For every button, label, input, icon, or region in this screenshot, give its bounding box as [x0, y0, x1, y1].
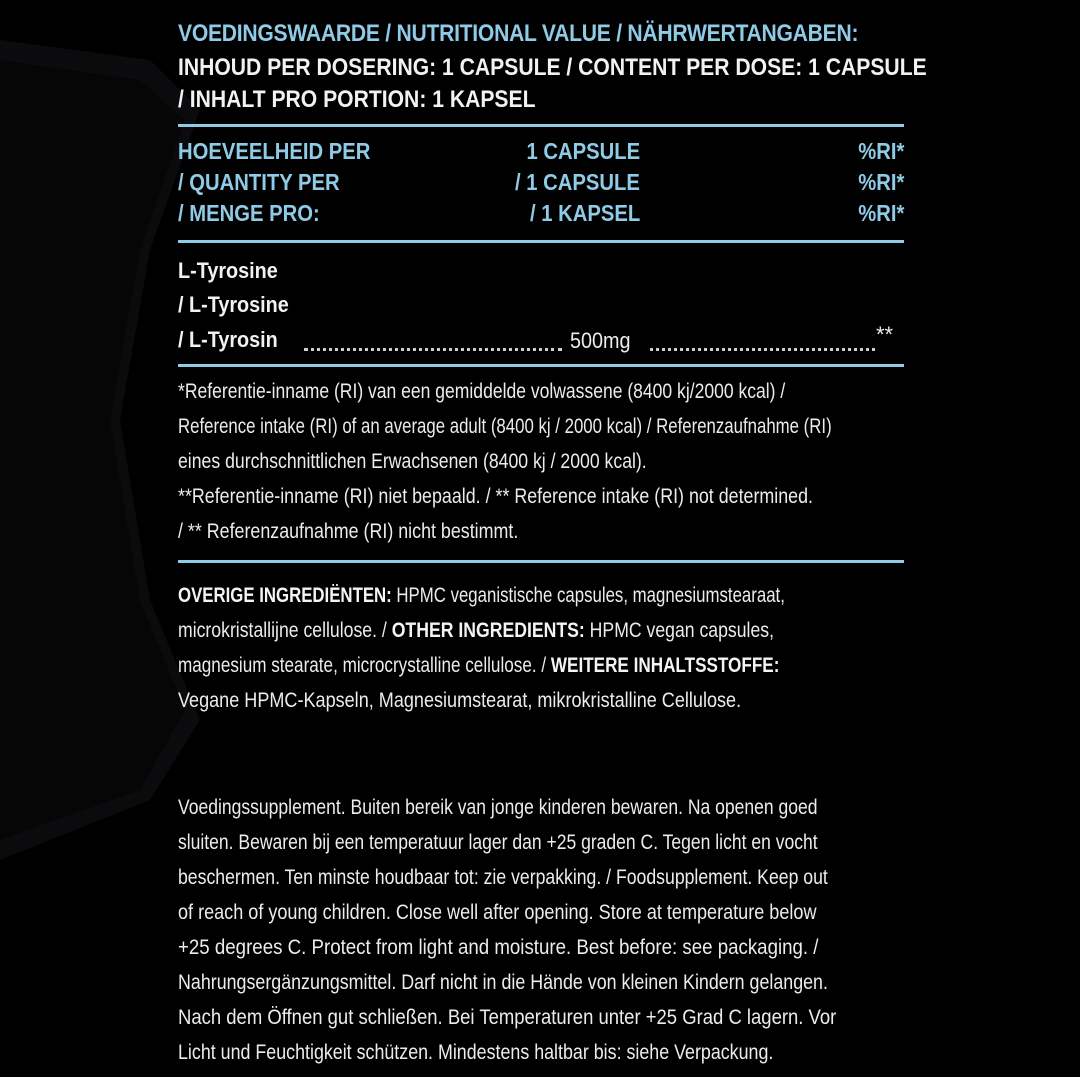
nutrition-title: VOEDINGSWAARDE / NUTRITIONAL VALUE / NÄHRWERTANGABEN: — [178, 20, 859, 47]
usage-line: of reach of young children. Close well after opening. Store at temperature below — [178, 901, 817, 924]
other-ingredients-en-text-2: magnesium stearate, microcrystalline cellulose. / — [178, 654, 551, 677]
dose-line-2: / INHALT PRO PORTION: 1 KAPSEL — [178, 86, 536, 113]
usage-line: sluiten. Bewaren bij een temperatuur lager dan +25 graden C. Tegen licht en vocht — [178, 831, 818, 854]
quantity-label: / MENGE PRO: — [178, 200, 320, 226]
other-ingredients-nl-text: HPMC veganistische capsules, magnesiumstearaat, — [391, 584, 785, 607]
other-ingredients-en-label: OTHER INGREDIENTS: — [391, 619, 585, 642]
footnote-line: eines durchschnittlichen Erwachsenen (8400 kj / 2000 kcal). — [178, 450, 647, 473]
ingredient-amount: 500mg — [570, 328, 631, 353]
other-ingredients-line — [178, 619, 774, 643]
divider — [178, 560, 904, 563]
ingredient-name-en: / L-Tyrosine — [178, 292, 289, 317]
quantity-amount: / 1 CAPSULE — [515, 169, 640, 195]
quantity-row — [178, 200, 904, 231]
quantity-label: / QUANTITY PER — [178, 169, 340, 195]
footnote-line: **Referentie-inname (RI) niet bepaald. / ** Reference intake (RI) not determined. — [178, 485, 814, 508]
usage-line: +25 degrees C. Protect from light and moisture. Best before: see packaging. / — [178, 936, 819, 959]
ingredient-name-nl: L-Tyrosine — [178, 258, 278, 283]
usage-line: Nach dem Öffnen gut schließen. Bei Temperaturen unter +25 Grad C lagern. Vor — [178, 1006, 837, 1029]
other-ingredients-en-text: HPMC vegan capsules, — [584, 619, 775, 642]
quantity-row — [178, 138, 904, 169]
other-ingredients-nl-text-2: microkristallijne cellulose. / — [178, 619, 392, 642]
quantity-ri: %RI* — [857, 200, 904, 226]
footnote-line: / ** Referenzaufnahme (RI) nicht bestimmt. — [178, 520, 519, 543]
footnote-line: Reference intake (RI) of an average adult (8400 kj / 2000 kcal) / Referenzaufnahme (RI) — [178, 415, 832, 438]
quantity-ri: %RI* — [857, 138, 904, 164]
ingredient-name-de: / L-Tyrosin — [178, 327, 278, 352]
other-ingredients-line: Vegane HPMC-Kapseln, Magnesiumstearat, mikrokristalline Cellulose. — [178, 689, 742, 712]
divider — [178, 240, 904, 243]
dot-leader — [304, 345, 562, 351]
ingredient-ri: ** — [876, 322, 894, 347]
usage-line: Licht und Feuchtigkeit schützen. Mindestens haltbar bis: siehe Verpackung. — [178, 1041, 774, 1064]
other-ingredients-de-label: WEITERE INHALTSSTOFFE: — [550, 654, 780, 677]
dose-line-1: INHOUD PER DOSERING: 1 CAPSULE / CONTENT PER DOSE: 1 CAPSULE — [178, 54, 927, 81]
quantity-row — [178, 169, 904, 200]
other-ingredients-line — [178, 654, 779, 678]
quantity-label: HOEVEELHEID PER — [178, 138, 371, 164]
usage-line: Voedingssupplement. Buiten bereik van jonge kinderen bewaren. Na openen goed — [178, 796, 818, 819]
divider — [178, 364, 904, 367]
other-ingredients-line — [178, 584, 785, 608]
quantity-amount: / 1 KAPSEL — [529, 200, 640, 226]
other-ingredients-nl-label: OVERIGE INGREDIËNTEN: — [178, 584, 392, 607]
quantity-ri: %RI* — [857, 169, 904, 195]
footnote-line: *Referentie-inname (RI) van een gemiddelde volwassene (8400 kj/2000 kcal) / — [178, 380, 786, 403]
dot-leader — [650, 345, 875, 351]
usage-line: Nahrungsergänzungsmittel. Darf nicht in die Hände von kleinen Kindern gelangen. — [178, 971, 828, 994]
usage-line: beschermen. Ten minste houdbaar tot: zie verpakking. / Foodsupplement. Keep out — [178, 866, 828, 889]
divider — [178, 124, 904, 127]
quantity-amount: 1 CAPSULE — [526, 138, 640, 164]
